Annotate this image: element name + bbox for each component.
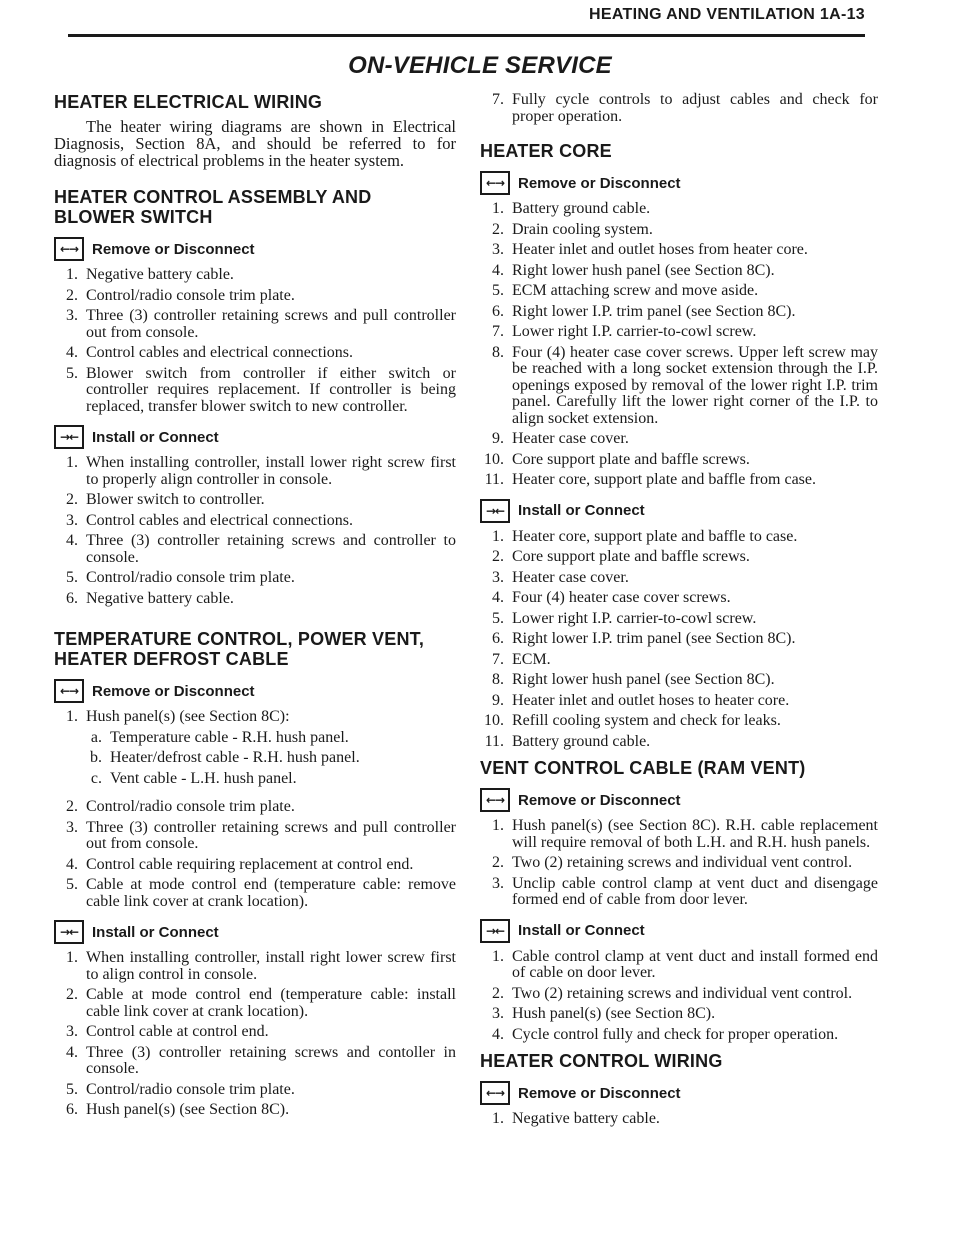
step-number: 11.: [484, 732, 504, 750]
step-number: 8.: [492, 343, 504, 361]
remove-arrows-icon: ←→: [54, 679, 84, 703]
step-list: [54, 799, 456, 910]
step-list: [54, 950, 456, 1119]
list-item: [54, 492, 456, 509]
list-item: [54, 799, 456, 816]
list-item: [480, 611, 878, 628]
step-text: Control cable at control end.: [86, 1023, 269, 1040]
step-list: [480, 201, 878, 489]
subheading-label: Remove or Disconnect: [518, 174, 681, 192]
step-text: Four (4) heater case cover screws.: [512, 589, 731, 606]
step-text: ECM.: [512, 650, 551, 668]
list-item: [480, 1111, 878, 1128]
step-text: Negative battery cable.: [86, 266, 234, 283]
list-item: [480, 345, 878, 428]
list-item: [480, 631, 878, 648]
step-number: 3.: [492, 874, 504, 892]
step-list: [54, 455, 456, 607]
step-number: 1.: [66, 949, 78, 966]
page-title: ON-VEHICLE SERVICE: [348, 52, 612, 79]
list-item: [480, 590, 878, 607]
list-item: [54, 1102, 456, 1119]
section-heading-vent-control-cable: VENT CONTROL CABLE (RAM VENT): [480, 758, 806, 778]
step-number: 6.: [492, 302, 504, 320]
left-column: [54, 92, 456, 1127]
install-arrows-icon: →←: [480, 499, 510, 523]
step-number: 5.: [66, 364, 78, 382]
list-item: [480, 549, 878, 566]
remove-arrows-icon: ←→: [480, 1081, 510, 1105]
step-text: Control/radio console trim plate.: [86, 569, 295, 586]
section-heading-heater-electrical-wiring: HEATER ELECTRICAL WIRING: [54, 92, 323, 112]
list-item: [480, 283, 878, 300]
list-item: [54, 877, 456, 910]
step-text: Hush panel(s) (see Section 8C).: [512, 1005, 716, 1022]
sub-step-list: [86, 730, 456, 788]
list-item: [54, 513, 456, 530]
step-number: 5.: [492, 282, 504, 299]
step-number: 3.: [66, 818, 78, 836]
step-list: [480, 818, 878, 909]
step-text: Heater inlet and outlet hoses from heater core.: [512, 241, 808, 258]
list-item: [480, 452, 878, 469]
remove-subheading: [54, 679, 456, 703]
list-item: [480, 949, 878, 982]
step-number: 7.: [492, 91, 504, 108]
list-item: [480, 529, 878, 546]
list-item: [480, 652, 878, 669]
step-number: 4.: [492, 261, 504, 279]
subheading-label: Install or Connect: [92, 923, 219, 941]
list-item: [54, 709, 456, 791]
step-text: Negative battery cable.: [512, 1110, 660, 1127]
step-text: Blower switch from controller if either switch or controller requires replacement. If controller is being replaced, transfer blower switch to new controller.: [86, 364, 456, 415]
intro-paragraph: The heater wiring diagrams are shown in Electrical Diagnosis, Section 8A, and should be referred to for diagnosis of electrical problems in the heater system.: [54, 117, 456, 170]
step-number: 2.: [492, 984, 504, 1002]
list-item: [54, 1045, 456, 1078]
step-text: Three (3) controller retaining screws and pull controller out from console.: [86, 307, 456, 341]
list-item: [54, 950, 456, 983]
install-subheading: [480, 919, 878, 943]
step-text: Heater case cover.: [512, 430, 629, 447]
list-item: [54, 570, 456, 587]
step-text: Negative battery cable.: [86, 589, 234, 607]
list-item: [480, 201, 878, 218]
step-text: Two (2) retaining screws and individual vent control.: [512, 854, 853, 871]
step-text: Heater inlet and outlet hoses to heater core.: [512, 691, 790, 709]
step-number: 6.: [492, 630, 504, 647]
step-number: 4.: [66, 855, 78, 873]
step-text: Core support plate and baffle screws.: [512, 548, 750, 565]
step-number: 3.: [66, 1023, 78, 1040]
step-list: [54, 709, 456, 791]
right-column: [480, 92, 878, 1136]
step-text: ECM attaching screw and move aside.: [512, 282, 759, 299]
header-rule: [68, 34, 865, 37]
install-subheading: [54, 920, 456, 944]
list-item: [480, 818, 878, 851]
step-number: 1.: [492, 1110, 504, 1127]
step-text: Battery ground cable.: [512, 200, 651, 217]
list-item: [480, 92, 878, 125]
step-text: Control/radio console trim plate.: [86, 1080, 295, 1098]
list-item: [54, 987, 456, 1020]
list-item: [480, 986, 878, 1003]
list-item: [54, 591, 456, 608]
step-number: c.: [90, 769, 102, 787]
step-text: Three (3) controller retaining screws and controller to console.: [86, 532, 456, 566]
running-header: HEATING AND VENTILATION 1A-13: [589, 6, 865, 23]
step-text: Cycle control fully and check for proper operation.: [512, 1025, 839, 1043]
list-item: [480, 570, 878, 587]
step-number: 6.: [66, 589, 78, 607]
list-item: [54, 820, 456, 853]
install-subheading: [480, 499, 878, 523]
list-item: [480, 876, 878, 909]
step-text: Cable at mode control end (temperature cable: install cable link cover at crank location).: [86, 986, 456, 1020]
step-number: 4.: [492, 589, 504, 606]
step-number: a.: [90, 728, 102, 746]
list-item: [480, 693, 878, 710]
step-text: Heater/defrost cable - R.H. hush panel.: [110, 749, 360, 766]
step-text: Unclip cable control clamp at vent duct and disengage formed end of cable from door lever.: [512, 874, 878, 908]
step-number: 1.: [492, 200, 504, 217]
step-text: Battery ground cable.: [512, 732, 651, 750]
list-item: [54, 308, 456, 341]
step-text: Drain cooling system.: [512, 220, 653, 238]
step-number: b.: [90, 749, 102, 766]
step-number: 2.: [66, 986, 78, 1003]
sub-list-item: [86, 750, 456, 767]
step-number: 11.: [484, 471, 504, 488]
step-number: 2.: [66, 491, 78, 508]
remove-subheading: [54, 237, 456, 261]
step-text: Cable at mode control end (temperature cable: remove cable link cover at crank location).: [86, 876, 456, 910]
step-text: Control/radio console trim plate.: [86, 798, 295, 815]
step-text: Heater core, support plate and baffle from case.: [512, 471, 817, 488]
step-number: 3.: [66, 307, 78, 324]
install-arrows-icon: →←: [54, 425, 84, 449]
step-number: 2.: [66, 286, 78, 304]
step-number: 4.: [66, 344, 78, 361]
subheading-label: Install or Connect: [518, 922, 645, 939]
sub-list-item: [86, 730, 456, 747]
step-number: 9.: [492, 691, 504, 709]
step-number: 6.: [66, 1101, 78, 1118]
install-arrows-icon: →←: [54, 920, 84, 944]
step-text: Three (3) controller retaining screws and pull controller out from console.: [86, 818, 456, 852]
step-text: Fully cycle controls to adjust cables and check for proper operation.: [512, 91, 878, 125]
subheading-label: Remove or Disconnect: [92, 682, 255, 700]
step-text: When installing controller, install lower right screw first to properly align controller in console.: [86, 454, 456, 488]
step-number: 2.: [492, 548, 504, 565]
step-text: Four (4) heater case cover screws. Upper left screw may be reached with a long socket extension through the I.P. openings exposed by removal of the lower right I.P. trim panel. Carefully lift the lower right corner of the I.P. to align socket extension.: [512, 343, 878, 427]
list-item: [54, 366, 456, 416]
step-text: Temperature cable - R.H. hush panel.: [110, 728, 349, 746]
step-number: 5.: [492, 609, 504, 627]
list-item: [480, 324, 878, 341]
step-list: [480, 529, 878, 751]
list-item: [54, 1024, 456, 1041]
section-heading-heater-control-assembly: HEATER CONTROL ASSEMBLY AND BLOWER SWITCH: [54, 187, 372, 227]
step-number: 2.: [492, 854, 504, 871]
subheading-label: Install or Connect: [518, 502, 645, 519]
step-number: 1.: [492, 817, 504, 834]
step-number: 9.: [492, 430, 504, 447]
step-text: Control cable requiring replacement at control end.: [86, 855, 414, 873]
step-number: 5.: [66, 569, 78, 586]
step-text: Two (2) retaining screws and individual vent control.: [512, 984, 853, 1002]
step-text: Lower right I.P. carrier-to-cowl screw.: [512, 609, 757, 627]
step-list: [480, 1111, 878, 1128]
list-item: [54, 533, 456, 566]
step-number: 10.: [484, 450, 504, 468]
list-item: [480, 222, 878, 239]
step-number: 3.: [492, 1005, 504, 1022]
list-item: [54, 288, 456, 305]
subheading-label: Install or Connect: [92, 428, 219, 446]
step-text: Blower switch to controller.: [86, 491, 265, 508]
remove-subheading: [480, 788, 878, 812]
sub-list-item: [86, 771, 456, 788]
step-list: [480, 949, 878, 1044]
step-text: Right lower hush panel (see Section 8C).: [512, 671, 775, 688]
install-arrows-icon: →←: [480, 919, 510, 943]
list-item: [480, 713, 878, 730]
step-text: Right lower I.P. trim panel (see Section 8C).: [512, 630, 796, 647]
section-heading-heater-core: HEATER CORE: [480, 141, 612, 161]
list-item: [480, 472, 878, 489]
step-number: 10.: [484, 712, 504, 729]
step-number: 3.: [492, 241, 504, 258]
step-number: 8.: [492, 671, 504, 688]
step-text: Control/radio console trim plate.: [86, 286, 295, 304]
step-number: 7.: [492, 323, 504, 340]
step-number: 5.: [66, 876, 78, 893]
step-number: 2.: [66, 798, 78, 815]
list-item: [480, 1006, 878, 1023]
step-number: 3.: [66, 511, 78, 529]
list-item: [480, 304, 878, 321]
subheading-label: Remove or Disconnect: [92, 240, 255, 258]
step-number: 4.: [492, 1025, 504, 1043]
remove-subheading: [480, 1081, 878, 1105]
remove-arrows-icon: ←→: [480, 788, 510, 812]
step-text: Hush panel(s) (see Section 8C):: [86, 708, 290, 725]
list-item: [480, 672, 878, 689]
step-text: Core support plate and baffle screws.: [512, 450, 750, 468]
step-text: Refill cooling system and check for leaks.: [512, 712, 781, 729]
section-heading-temperature-control: TEMPERATURE CONTROL, POWER VENT, HEATER DEFROST CABLE: [54, 629, 425, 669]
step-number: 4.: [66, 532, 78, 549]
list-item: [54, 455, 456, 488]
list-item: [54, 857, 456, 874]
section-heading-heater-control-wiring: HEATER CONTROL WIRING: [480, 1051, 723, 1071]
step-text: When installing controller, install right lower screw first to align control in console.: [86, 949, 456, 983]
step-text: Heater core, support plate and baffle to case.: [512, 527, 798, 545]
step-number: 1.: [492, 947, 504, 965]
step-text: Hush panel(s) (see Section 8C). R.H. cable replacement will require removal of both L.H. and R.H. hush panels.: [512, 817, 878, 851]
step-text: Cable control clamp at vent duct and install formed end of cable on door lever.: [512, 947, 878, 981]
remove-arrows-icon: ←→: [480, 171, 510, 195]
step-number: 1.: [66, 708, 78, 725]
list-item: [54, 1082, 456, 1099]
step-number: 4.: [66, 1043, 78, 1061]
step-list: [54, 267, 456, 415]
step-text: Vent cable - L.H. hush panel.: [110, 769, 297, 787]
list-item: [54, 345, 456, 362]
subheading-label: Remove or Disconnect: [518, 1084, 681, 1102]
step-number: 7.: [492, 650, 504, 668]
step-number: 3.: [492, 568, 504, 586]
step-number: 1.: [492, 527, 504, 545]
step-text: Control cables and electrical connections.: [86, 344, 354, 361]
step-number: 2.: [492, 220, 504, 238]
step-text: Control cables and electrical connections.: [86, 511, 354, 529]
list-item: [480, 242, 878, 259]
list-item: [480, 734, 878, 751]
step-text: Hush panel(s) (see Section 8C).: [86, 1101, 290, 1118]
list-item: [480, 431, 878, 448]
remove-arrows-icon: ←→: [54, 237, 84, 261]
subheading-label: Remove or Disconnect: [518, 791, 681, 809]
install-subheading: [54, 425, 456, 449]
remove-subheading: [480, 171, 878, 195]
step-text: Heater case cover.: [512, 568, 629, 586]
step-text: Lower right I.P. carrier-to-cowl screw.: [512, 323, 757, 340]
list-item: [480, 855, 878, 872]
step-list: [480, 92, 878, 125]
step-text: Right lower hush panel (see Section 8C).: [512, 261, 775, 279]
step-text: Three (3) controller retaining screws and contoller in console.: [86, 1043, 456, 1077]
list-item: [480, 263, 878, 280]
step-number: 5.: [66, 1080, 78, 1098]
step-text: Right lower I.P. trim panel (see Section 8C).: [512, 302, 796, 320]
step-number: 1.: [66, 266, 78, 283]
list-item: [480, 1027, 878, 1044]
step-number: 1.: [66, 454, 78, 471]
list-item: [54, 267, 456, 284]
